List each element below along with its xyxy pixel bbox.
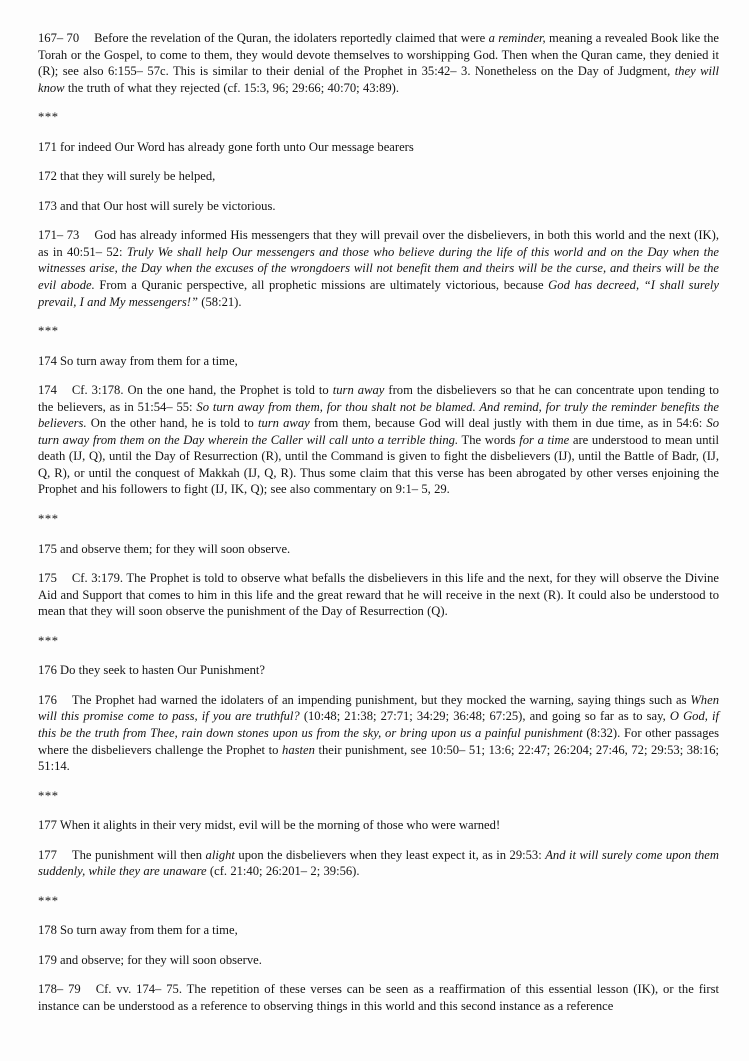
commentary-text: from the disbelievers so that he can concentrate upon tending to the believers, as in 51:54– 55:	[38, 383, 719, 414]
commentary-text: Cf. 3:178. On the one hand, the Prophet is told to	[71, 383, 333, 398]
commentary-text: Cf. 3:179. The Prophet is told to observe what befalls the disbelievers in this life and the next, for they will observe the Divine Aid and Support that comes to him in this life and the great reward that he will receive in the next (R). It could also be understood to mean that they will soon observe the punishment of the Day of Resurrection (Q).	[38, 571, 719, 619]
commentary-text: The punishment will then	[71, 847, 206, 862]
commentary-175	[38, 570, 719, 620]
verse-text: and observe; for they will soon observe.	[60, 952, 262, 967]
commentary-text: The Prophet had warned the idolaters of an impending punishment, but they mocked the warning, saying things such as	[71, 692, 691, 707]
verse-number: 176	[38, 663, 57, 678]
commentary-verse-number: 171– 73	[38, 228, 80, 243]
verse-number: 179	[38, 952, 57, 967]
quoted-italic-text: a reminder,	[488, 31, 546, 45]
commentary-177	[38, 847, 719, 880]
quoted-italic-text: When will this promise come to pass, if you are truthful?	[38, 692, 719, 724]
commentary-174	[38, 382, 719, 498]
verse-173	[38, 198, 719, 215]
verse-171	[38, 139, 719, 156]
verse-number: 174	[38, 353, 57, 368]
verse-176	[38, 662, 719, 679]
commentary-text: (10:48; 21:38; 27:71; 34:29; 36:48; 67:25), and going so far as to say,	[299, 709, 670, 724]
section-separator-3: ***	[38, 512, 59, 527]
quoted-italic-text: O God, if this be the truth from Thee, rain down stones upon us from the sky, or bring upon us a painful punishment	[38, 709, 720, 740]
section-separator-6: ***	[38, 893, 59, 908]
commentary-text: God has already informed His messengers that they will prevail over the disbelievers, in both this world and the next (IK), as in 40:51– 52:	[38, 228, 719, 259]
commentary-text: meaning a revealed Book like the Torah or the Gospel, to come to them, they would devote themselves to worshipping God. Then when the Quran came, they denied it (R); see also 6:155– 57c. This is similar to their denial of the Prophet in 35:42– 3. Nonetheless on the Day of Judgment,	[38, 31, 719, 79]
commentary-text: upon the disbelievers when they least expect it, as in 29:53:	[234, 847, 546, 862]
verse-text: and observe them; for they will soon observe.	[60, 541, 291, 556]
verse-text: for indeed Our Word has already gone forth unto Our message bearers	[60, 139, 414, 154]
verse-177	[38, 817, 719, 834]
verse-174	[38, 353, 719, 370]
quoted-italic-text: alight	[205, 847, 235, 862]
quoted-italic-text: God has decreed, “I shall surely prevail, I and My messengers!”	[38, 278, 719, 309]
verse-number: 172	[38, 169, 57, 184]
verse-number: 175	[38, 541, 57, 556]
verse-number: 177	[38, 818, 57, 833]
commentary-verse-number: 177	[38, 847, 57, 862]
verse-text: Do they seek to hasten Our Punishment?	[60, 663, 266, 678]
commentary-verse-number: 167– 70	[38, 31, 80, 45]
commentary-text: their punishment, see 10:50– 51; 13:6; 22:47; 26:204; 27:46, 72; 29:53; 38:16; 51:14.	[38, 742, 719, 774]
commentary-text: the truth of what they rejected (cf. 15:3, 96; 29:66; 40:70; 43:89).	[64, 80, 400, 95]
commentary-verse-number: 175	[38, 571, 57, 586]
verse-text: and that Our host will surely be victorious.	[60, 198, 276, 213]
commentary-171-73	[38, 227, 719, 310]
verse-172	[38, 168, 719, 185]
commentary-178-79	[38, 981, 719, 1014]
commentary-text: Before the revelation of the Quran, the idolaters reportedly claimed that were	[94, 31, 489, 45]
commentary-text: From a Quranic perspective, all prophetic missions are ultimately victorious, because	[94, 278, 549, 293]
quoted-italic-text: turn away	[332, 383, 385, 398]
verse-text: that they will surely be helped,	[60, 169, 216, 184]
verse-text: So turn away from them for a time,	[60, 353, 238, 368]
commentary-167-70	[38, 30, 719, 96]
section-separator-4: ***	[38, 633, 59, 648]
commentary-text: (58:21).	[197, 294, 242, 309]
commentary-text: (cf. 21:40; 26:201– 2; 39:56).	[206, 864, 360, 879]
verse-178	[38, 922, 719, 939]
section-separator-1: ***	[38, 110, 59, 125]
page-content	[38, 30, 719, 1015]
verse-number: 173	[38, 198, 57, 213]
section-separator-5: ***	[38, 788, 59, 803]
verse-text: When it alights in their very midst, evil will be the morning of those who were warned!	[59, 818, 501, 833]
section-separator-2: ***	[38, 324, 59, 339]
commentary-text: from them, because God will deal justly with them in due time, as in 54:6:	[309, 416, 707, 431]
quoted-italic-text: they will know	[38, 64, 719, 95]
quoted-italic-text: turn away	[257, 416, 310, 431]
commentary-176	[38, 692, 719, 775]
commentary-text: (8:32). For other passages where the disbelievers challenge the Prophet to	[38, 725, 720, 757]
quoted-italic-text: And it will surely come upon them suddenly, while they are unaware	[38, 847, 719, 879]
commentary-text: The words	[458, 432, 520, 447]
quoted-italic-text: Truly We shall help Our messengers and those who believe during the life of this world and on the Day when the witnesses arise, the Day when the excuses of the wrongdoers will not benefit them and theirs will be the curse, and theirs will be the evil abode.	[38, 244, 720, 293]
commentary-text: are understood to mean until death (IJ, Q), until the Day of Resurrection (R), until the Command is given to fight the disbelievers (IJ), until the Battle of Badr, (IJ, Q, R), or until the conquest of Makkah (IJ, Q, R). Thus some claim that this verse has been abrogated by other verses enjoining the Prophet and his followers to fight (IJ, IK, Q); see also commentary on 9:1– 5, 29.	[38, 432, 720, 497]
verse-text: So turn away from them for a time,	[60, 923, 238, 938]
verse-179	[38, 952, 719, 969]
commentary-verse-number: 176	[38, 692, 57, 707]
quoted-italic-text: So turn away from them on the Day wherein the Caller will call unto a terrible thing.	[38, 416, 719, 447]
quoted-italic-text: So turn away from them, for thou shalt not be blamed. And remind, for truly the reminder benefits the believers.	[38, 399, 719, 431]
quoted-italic-text: for a time	[519, 432, 570, 447]
verse-number: 178	[38, 923, 57, 938]
verse-175	[38, 541, 719, 558]
verse-number: 171	[38, 139, 57, 154]
commentary-text: Cf. vv. 174– 75. The repetition of these verses can be seen as a reaffirmation of this essential lesson (IK), or the first instance can be understood as a reference to observing things in this world and this second instance as a reference	[38, 982, 719, 1013]
commentary-verse-number: 178– 79	[38, 982, 81, 997]
quoted-italic-text: hasten	[282, 742, 315, 757]
commentary-text: On the other hand, he is told to	[86, 416, 258, 431]
commentary-verse-number: 174	[38, 383, 57, 398]
